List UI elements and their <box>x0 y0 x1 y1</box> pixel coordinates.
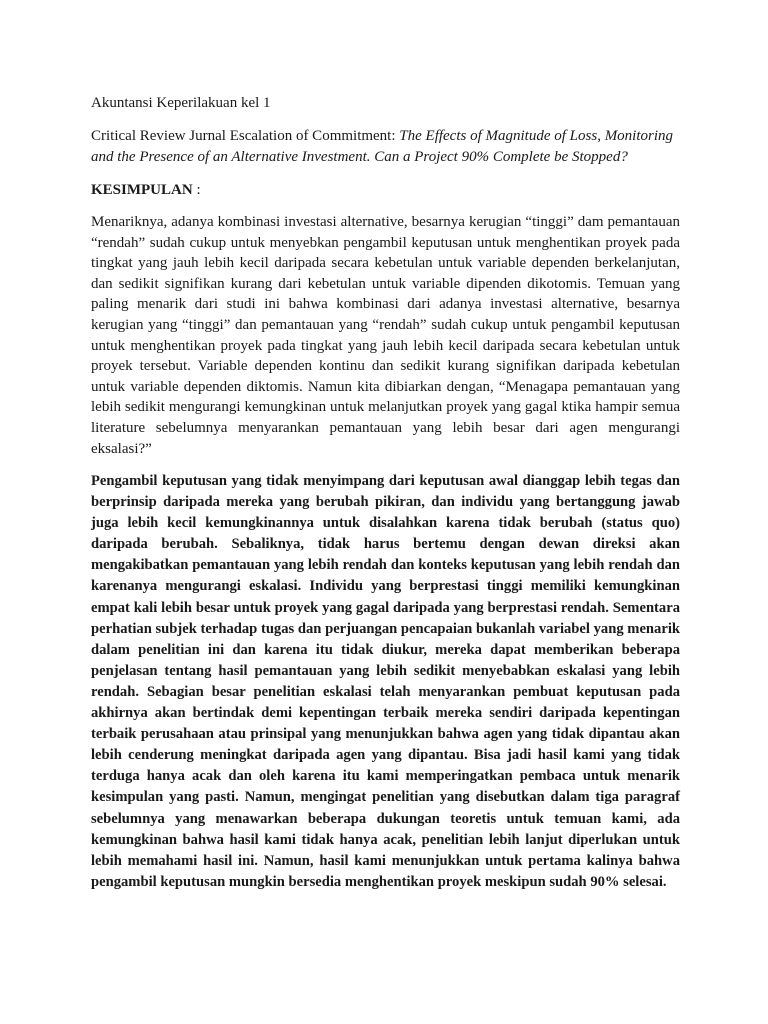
document-subtitle <box>91 126 680 168</box>
paragraph-1: Menariknya, adanya kombinasi investasi alternative, besarnya kerugian “tinggi” dam pemantauan “rendah” sudah cukup untuk menyebkan pengambil keputusan untuk menghentikan proyek pada tingkat yang jauh lebih kecil daripada secara kebetulan untuk variable dependen berkelanjutan, dan sedikit signifikan kurang dari kebetulan untuk variable dipenden dikotomis. Temuan yang paling menarik dari studi ini bahwa kombinasi dari adanya investasi alternative, besarnya kerugian yang “tinggi” dan pemantauan yang “rendah” sudah cukup untuk pengambil keputusan untuk menghentikan proyek pada tingkat yang jauh lebih kecil daripada secara kebetulan untuk proyek tersebut. Variable dependen kontinu dan sedikit kurang signifikan daripada kebetulan untuk variable dependen diktomis. Namun kita dibiarkan dengan, “Menagapa pemantauan yang lebih sedikit mengurangi kemungkinan untuk melanjutkan proyek yang gagal ktika hampir semua literature sebelumnya menyarankan pemantauan yang lebih besar dari agen mengurangi eksalasi?” <box>91 214 680 457</box>
document-title: Akuntansi Keperilakuan kel 1 <box>91 95 271 111</box>
heading-suffix: : <box>192 182 201 198</box>
section-heading <box>91 180 201 200</box>
paragraph-2: Pengambil keputusan yang tidak menyimpang dari keputusan awal dianggap lebih tegas dan berprinsip daripada mereka yang berubah pikiran, dan individu yang bertanggung jawab juga lebih kecil kemungkinannya untuk disalahkan karena tidak berubah (status quo) daripada berubah. Sebaliknya, tidak harus bertemu dengan dewan direksi akan mengakibatkan pemantauan yang lebih rendah dan konteks keputusan yang lebih rendah dan karenanya mengurangi eskalasi. Individu yang berprestasi tinggi memiliki kemungkinan empat kali lebih besar untuk proyek yang gagal daripada yang berprestasi rendah. Sementara perhatian subjek terhadap tugas dan perjuangan pencapaian bukanlah variabel yang menarik dalam penelitian ini dan karena itu tidak diukur, mereka dapat memberikan beberapa penjelasan tentang hasil pemantauan yang lebih sedikit menyebabkan eskalasi yang lebih rendah. Sebagian besar penelitian eskalasi telah menyarankan pembuat keputusan pada akhirnya akan bertindak demi kepentingan terbaik mereka sendiri daripada kepentingan terbaik perusahaan atau prinsipal yang menunjukkan bahwa agen yang tidak dipantau akan lebih cenderung meningkat daripada agen yang dipantau. Bisa jadi hasil kami yang tidak terduga hanya acak dan oleh karena itu kami memperingatkan pembaca untuk menarik kesimpulan yang pasti. Namun, mengingat penelitian yang disebutkan dalam tiga paragraf sebelumnya yang menawarkan beberapa dukungan teoretis untuk temuan kami, ada kemungkinan bahwa hasil kami tidak hanya acak, penelitian lebih lanjut diperlukan untuk lebih memahami hasil ini. Namun, hasil kami menunjukkan untuk pertama kalinya bahwa pengambil keputusan mungkin bersedia menghentikan proyek meskipun sudah 90% selesai. <box>91 473 680 890</box>
subtitle-italic: The Effects of Magnitude of Loss, Monitoring and the Presence of an Alternative Investment. Can a Project 90% Complete be Stopped? <box>91 128 674 165</box>
subtitle-prefix: Critical Review Jurnal Escalation of Commitment: <box>91 128 400 144</box>
heading-text: KESIMPULAN <box>91 182 193 198</box>
document-page <box>91 0 680 1024</box>
